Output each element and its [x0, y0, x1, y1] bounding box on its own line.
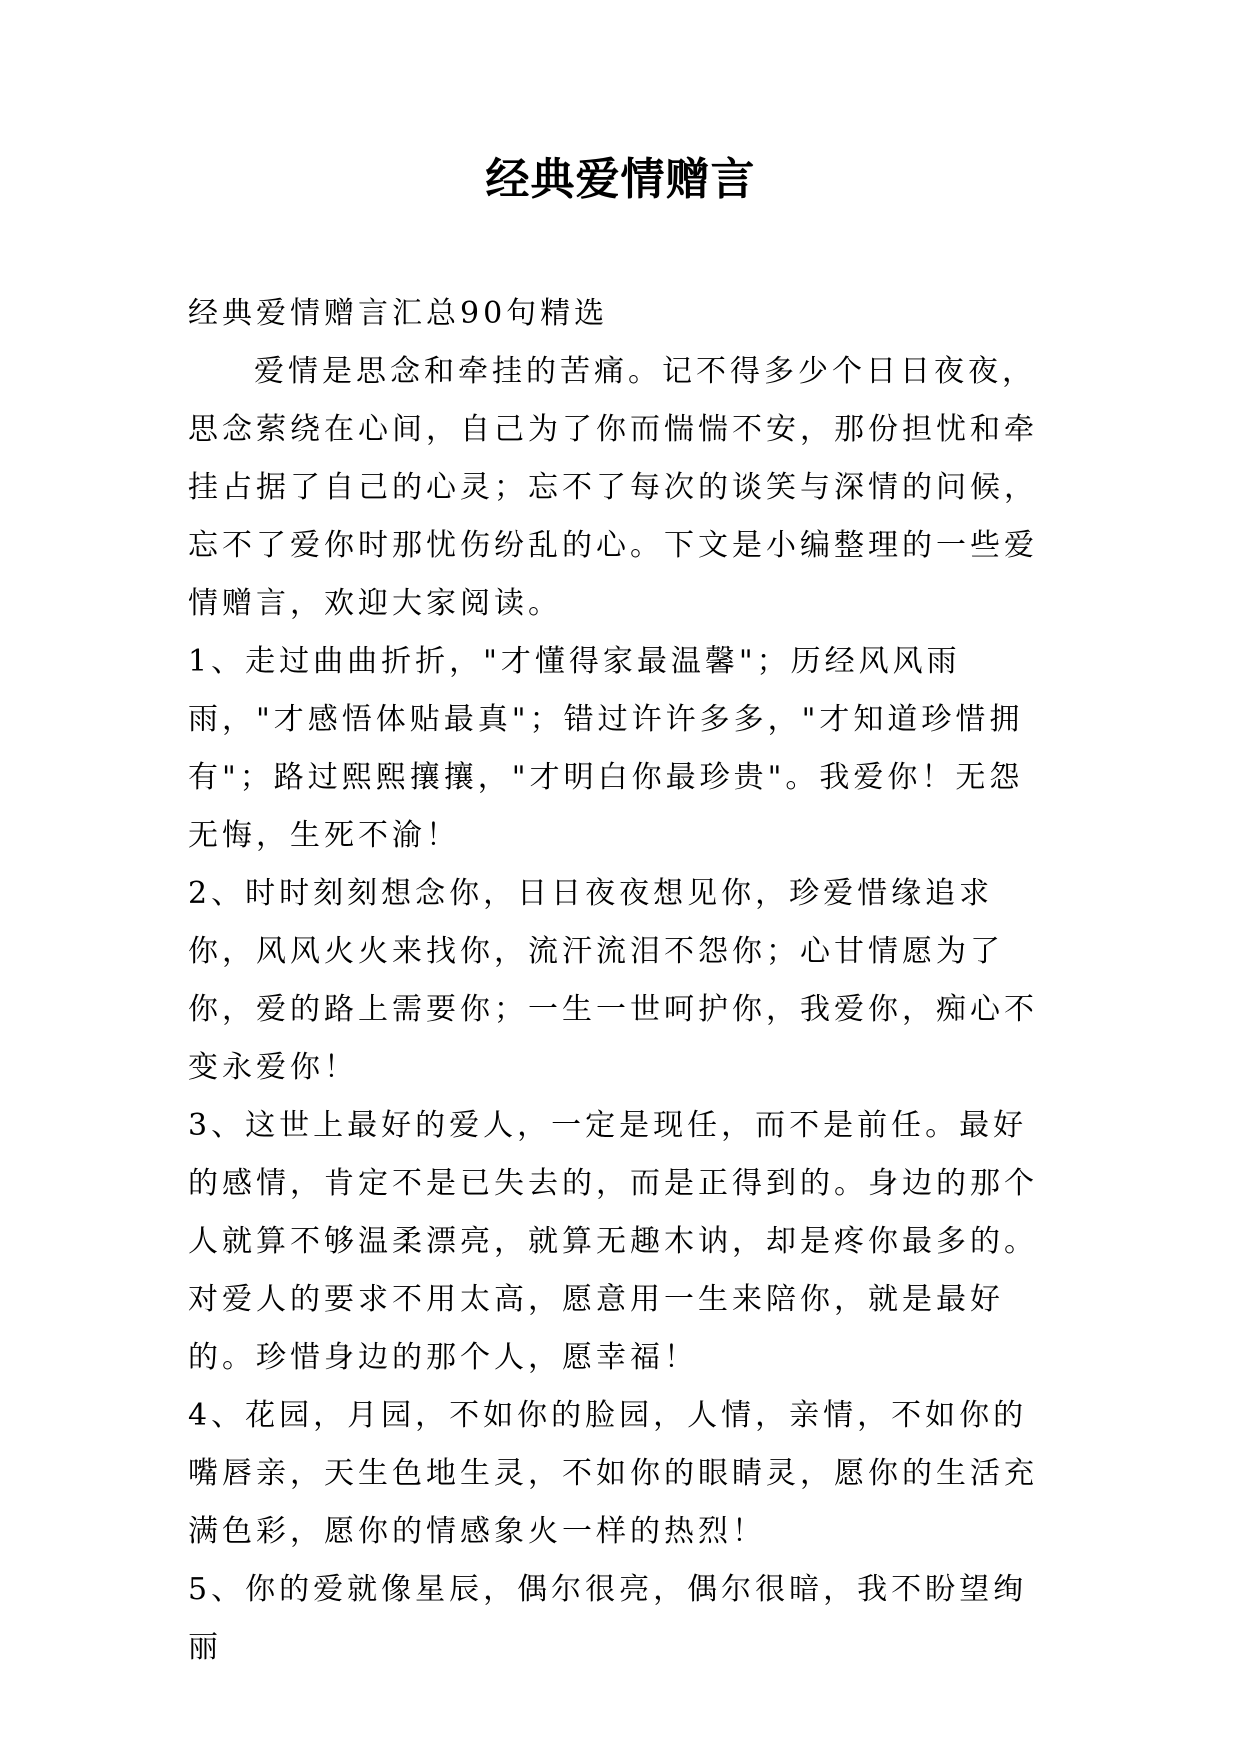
document-subtitle: 经典爱情赠言汇总90句精选 — [188, 296, 609, 331]
list-item: 3、这世上最好的爱人，一定是现任，而不是前任。最好的感情，肯定不是已失去的，而是正得到的。身边的那个人就算不够温柔漂亮，就算无趣木讷，却是疼你最多的。对爱人的要求不用太高，愿意用一生来陪你，就是最好的。珍惜身边的那个人，愿幸福！ — [188, 1108, 1038, 1375]
document-title: 经典爱情赠言 — [485, 154, 756, 205]
list-item: 2、时时刻刻想念你，日日夜夜想见你，珍爱惜缘追求你，风风火火来找你，流汗流泪不怨你；心甘情愿为了你，爱的路上需要你；一生一世呵护你，我爱你，痴心不变永爱你！ — [188, 876, 1038, 1085]
intro-paragraph: 爱情是思念和牵挂的苦痛。记不得多少个日日夜夜，思念萦绕在心间，自己为了你而惴惴不安，那份担忧和牵挂占据了自己的心灵；忘不了每次的谈笑与深情的问候，忘不了爱你时那忧伤纷乱的心。下文是小编整理的一些爱情赠言，欢迎大家阅读。 — [188, 354, 1038, 621]
list-item: 4、花园，月园，不如你的脸园，人情，亲情，不如你的嘴唇亲，天生色地生灵，不如你的眼睛灵，愿你的生活充满色彩，愿你的情感象火一样的热烈！ — [188, 1398, 1038, 1549]
list-item: 1、走过曲曲折折，"才懂得家最温馨"；历经风风雨雨，"才感悟体贴最真"；错过许许多多，"才知道珍惜拥有"；路过熙熙攘攘，"才明白你最珍贵"。我爱你！无怨无悔，生死不渝！ — [188, 644, 1024, 853]
list-item: 5、你的爱就像星辰，偶尔很亮，偶尔很暗，我不盼望绚丽 — [188, 1572, 1028, 1665]
document-body — [188, 285, 1048, 1677]
